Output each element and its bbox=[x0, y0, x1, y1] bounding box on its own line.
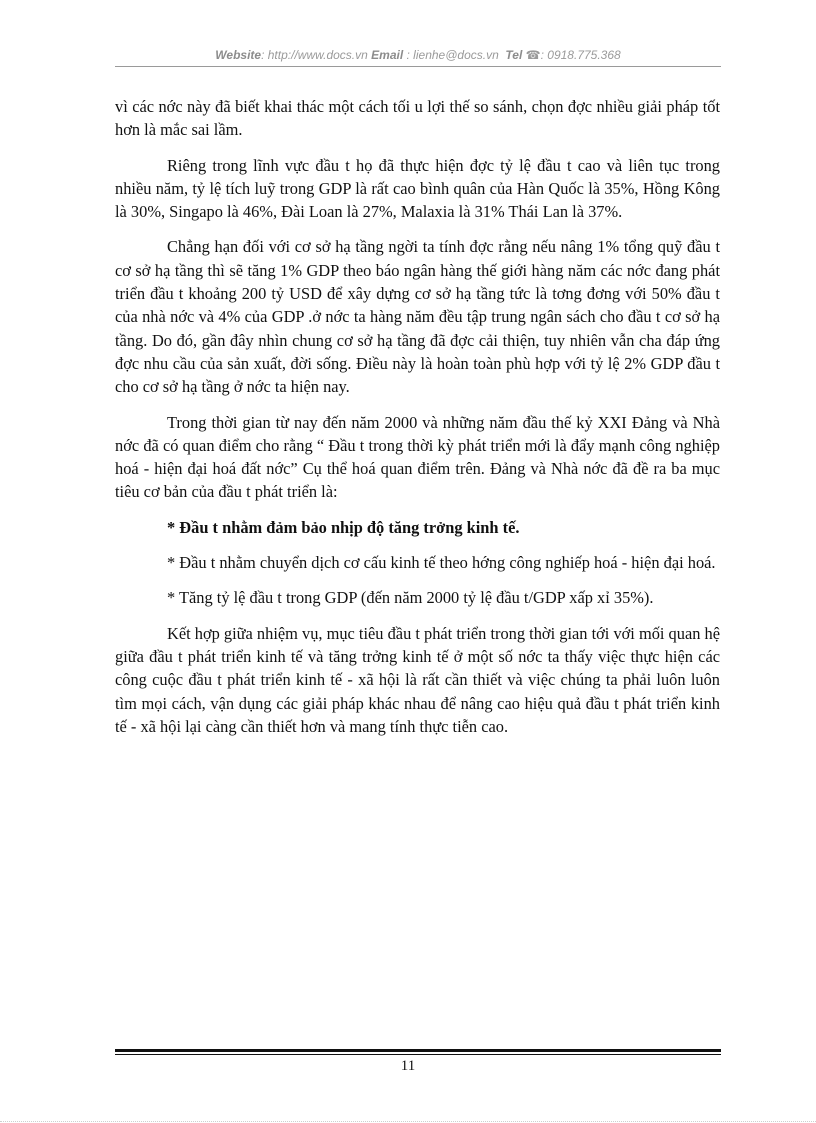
header-divider bbox=[115, 66, 721, 67]
footer-divider-thin bbox=[115, 1054, 721, 1055]
bold-goal-item: * Đầu t nhằm đảm bảo nhịp độ tăng trởng kinh tế. bbox=[167, 517, 520, 537]
footer-divider-thick bbox=[115, 1049, 721, 1052]
paragraph: Chẳng hạn đối với cơ sở hạ tầng ngời ta tính đợc rằng nếu nâng 1% tổng quỹ đầu t cơ sở hạ tầng thì sẽ tăng 1% GDP theo báo ngân hàng thế giới hàng năm các nớc đang phát triển đầu t khoảng 200 tỷ USD để xây dựng cơ sở hạ tầng tức là tơng đơng với 50% đầu t của nhà nớc và 4% của GDP .ở nớc ta hàng năm đều tập trung ngân sách cho đầu t cơ sở hạ tầng. Do đó, gần đây nhìn chung cơ sở hạ tầng đã đợc cải thiện, tuy nhiên vẫn cha đáp ứng đợc nhu cầu của sản xuất, đời sống. Điều này là hoàn toàn phù hợp với tỷ lệ 2% GDP đầu t cho cơ sở hạ tầng ở nớc ta hiện nay. bbox=[115, 237, 720, 397]
header-website-value: : http://www.docs.vn bbox=[261, 48, 368, 62]
paragraph: Kết hợp giữa nhiệm vụ, mục tiêu đầu t phát triển trong thời gian tới với mối quan hệ giữa đầu t phát triển kinh tế và tăng trởng kinh tế ở một số nớc ta thấy việc thực hiện các công cuộc đầu t phát triển kinh tế - xã hội là rất cần thiết và việc chúng ta phải luôn luôn tìm mọi cách, vận dụng các giải pháp khác nhau để nâng cao hiệu quả đầu t phát triển kinh tế - xã hội lại càng cần thiết hơn và mang tính thực tiễn cao. bbox=[115, 623, 720, 736]
page-bottom-border bbox=[0, 1121, 816, 1122]
header-tel-value: ☎: 0918.775.368 bbox=[525, 48, 621, 62]
header-tel-label: Tel bbox=[505, 48, 523, 62]
header-email-label: Email bbox=[371, 48, 404, 62]
page-number: 11 bbox=[400, 1058, 416, 1074]
goal-item: * Đầu t nhằm chuyển dịch cơ cấu kinh tế theo hớng công nghiếp hoá - hiện đại hoá. bbox=[167, 553, 716, 573]
page-header bbox=[115, 48, 721, 62]
paragraph: vì các nớc này đã biết khai thác một cách tối u lợi thế so sánh, chọn đợc nhiều giải pháp tốt hơn là mắc sai lầm. bbox=[115, 97, 720, 140]
header-email-value: : lienhe@docs.vn bbox=[406, 48, 499, 62]
header-website-label: Website bbox=[215, 48, 262, 62]
paragraph: Trong thời gian từ nay đến năm 2000 và những năm đầu thế kỷ XXI Đảng và Nhà nớc đã có quan điểm cho rằng “ Đầu t trong thời kỳ phát triển mới là đẩy mạnh công nghiệp hoá - hiện đại hoá đất nớc” Cụ thể hoá quan điểm trên. Đảng và Nhà nớc đã đề ra ba mục tiêu cơ bản của đầu t phát triển là: bbox=[115, 412, 720, 502]
goal-item: * Tăng tỷ lệ đầu t trong GDP (đến năm 2000 tỷ lệ đầu t/GDP xấp xỉ 35%). bbox=[167, 588, 654, 608]
paragraph: Riêng trong lĩnh vực đầu t họ đã thực hiện đợc tỷ lệ đầu t cao và liên tục trong nhiều năm, tỷ lệ tích luỹ trong GDP là rất cao bình quân của Hàn Quốc là 35%, Hồng Kông là 30%, Singapo là 46%, Đài Loan là 27%, Malaxia là 31% Thái Lan là 37%. bbox=[115, 155, 720, 222]
document-body bbox=[115, 95, 720, 750]
